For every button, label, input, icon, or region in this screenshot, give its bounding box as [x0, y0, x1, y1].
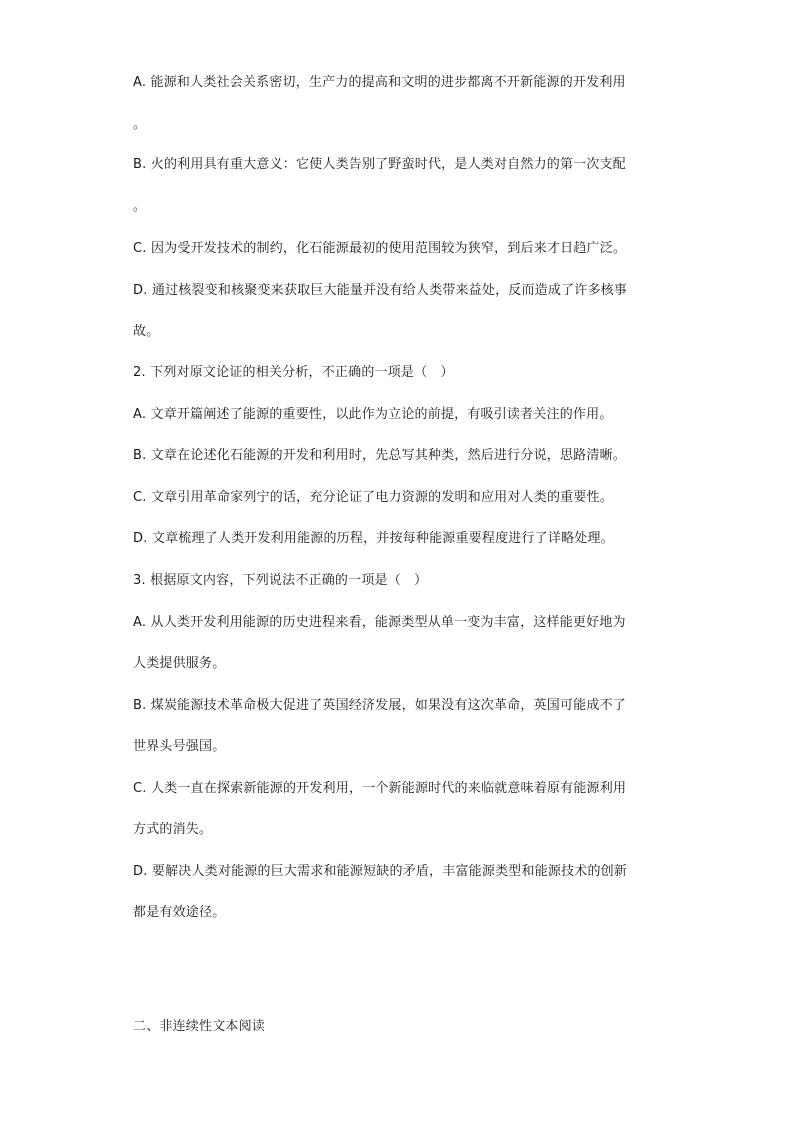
section-heading: 二、非连续性文本阅读 [133, 1019, 266, 1034]
q3-option-c-line-2: 方式的消失。 [133, 822, 213, 837]
option-d-line-1: D. 通过核裂变和核聚变来获取巨大能量并没有给人类带来益处，反而造成了许多核事 [133, 283, 628, 298]
option-a-line-1: A. 能源和人类社会关系密切，生产力的提高和文明的进步都离不开新能源的开发利用 [133, 75, 626, 90]
q3-option-d-line-1: D. 要解决人类对能源的巨大需求和能源短缺的矛盾，丰富能源类型和能源技术的创新 [133, 864, 628, 879]
option-a-line-2: 。 [133, 117, 147, 132]
q3-option-a-line-2: 人类提供服务。 [133, 656, 226, 671]
q3-option-a-line-1: A. 从人类开发利用能源的历史进程来看，能源类型从单一变为丰富，这样能更好地为 [133, 615, 626, 630]
q2-option-b: B. 文章在论述化石能源的开发和利用时，先总写其种类，然后进行分说，思路清晰。 [133, 448, 626, 463]
q3-option-b-line-1: B. 煤炭能源技术革命极大促进了英国经济发展，如果没有这次革命，英国可能成不了 [133, 698, 626, 713]
question-3-stem: 3. 根据原文内容，下列说法不正确的一项是（ ） [133, 573, 428, 588]
option-b-line-1: B. 火的利用具有重大意义：它使人类告别了野蛮时代，是人类对自然力的第一次支配 [133, 157, 626, 172]
q2-option-d: D. 文章梳理了人类开发利用能源的历程，并按每种能源重要程度进行了详略处理。 [133, 531, 614, 546]
option-d-line-2: 故。 [133, 324, 160, 339]
q2-option-c: C. 文章引用革命家列宁的话，充分论证了电力资源的发明和应用对人类的重要性。 [133, 490, 613, 505]
q3-option-c-line-1: C. 人类一直在探索新能源的开发利用，一个新能源时代的来临就意味着原有能源利用 [133, 781, 627, 796]
q3-option-b-line-2: 世界头号强国。 [133, 739, 226, 754]
question-2-stem: 2. 下列对原文论证的相关分析，不正确的一项是（ ） [133, 365, 454, 380]
q2-option-a: A. 文章开篇阐述了能源的重要性，以此作为立论的前提，有吸引读者关注的作用。 [133, 407, 613, 422]
option-b-line-2: 。 [133, 199, 147, 214]
q3-option-d-line-2: 都是有效途径。 [133, 905, 226, 920]
option-c-line: C. 因为受开发技术的制约，化石能源最初的使用范围较为狭窄，到后来才日趋广泛。 [133, 241, 627, 256]
